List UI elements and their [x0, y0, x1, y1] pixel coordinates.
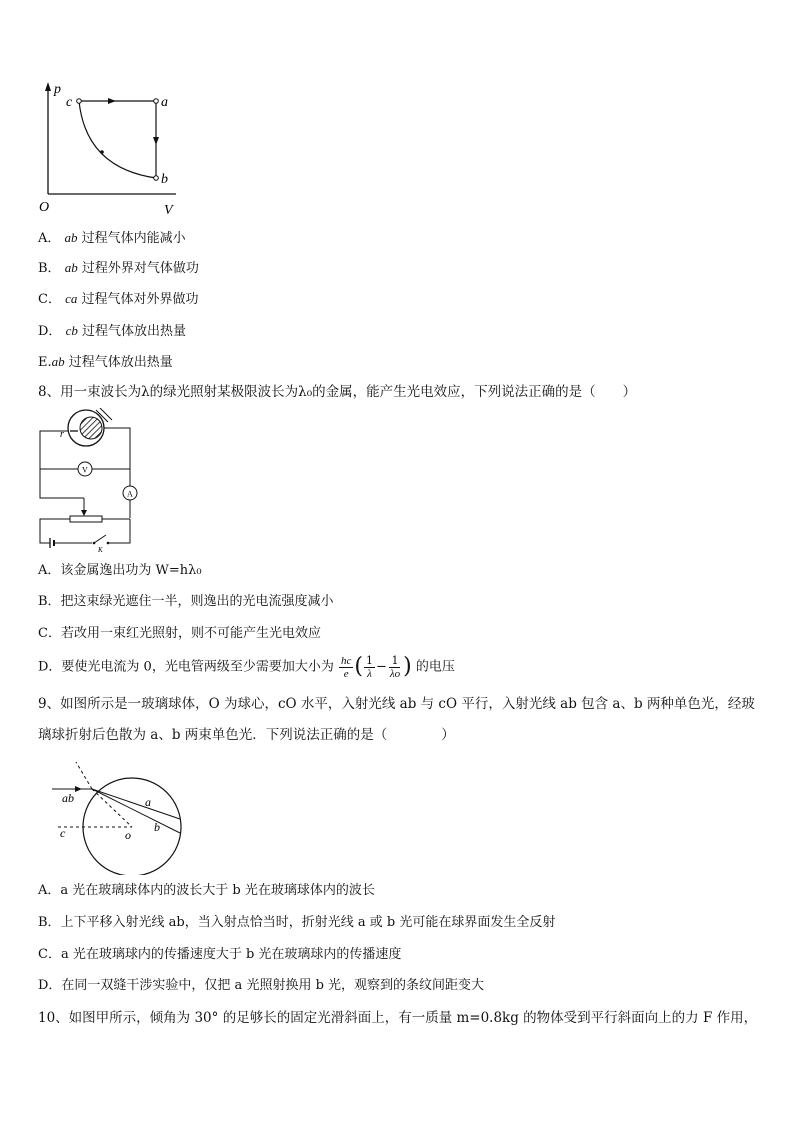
q9-option-a: A．a 光在玻璃球体内的波长大于 b 光在玻璃球体内的波长	[38, 883, 375, 898]
hc-over-e-fraction: $\frac{hc}{e}$	[340, 654, 352, 680]
ammeter-label: A	[127, 489, 133, 499]
q8-option-d: D．要使光电流为 0，光电管两级至少需要加大小为 $\frac{hc}{e}$ ( $\frac{1}{\lambda}$ − $\frac{1}{\lambda o}$ ) 的电压	[38, 653, 455, 680]
q8-option-a: A．该金属逸出功为 W=hλ₀	[38, 563, 202, 578]
center-o-label: o	[125, 828, 131, 842]
ray-ab-label: ab	[62, 791, 74, 805]
q9-option-c: C．a 光在玻璃球内的传播速度大于 b 光在玻璃球内的传播速度	[38, 947, 402, 962]
point-c-label: c	[60, 826, 66, 840]
q9-option-b: B．上下平移入射光线 ab，当入射点恰当时，折射光线 a 或 b 光可能在球界面发生全反射	[38, 915, 556, 930]
q8-option-c: C．若改用一束红光照射，则不可能产生光电效应	[38, 626, 321, 641]
pv-graph	[34, 80, 184, 220]
ray-b-label: b	[154, 820, 160, 834]
q8-option-b: B．把这束绿光遮住一半，则逸出的光电流强度减小	[38, 594, 334, 609]
switch-label: K	[98, 546, 103, 553]
q10-stem: 10、如图甲所示，倾角为 30° 的足够长的固定光滑斜面上，有一质量 m=0.8kg 的物体受到平行斜面向上的力 F 作用，	[38, 1010, 758, 1026]
photoelectric-circuit	[34, 408, 144, 553]
one-over-lambda0-fraction: $\frac{1}{\lambda o}$	[389, 653, 401, 680]
ray-a-label: a	[145, 795, 151, 809]
q9-stem-line2: 璃球折射后色散为 a、b 两束单色光．下列说法正确的是（ ）	[38, 727, 455, 743]
v-axis-label: V	[164, 203, 173, 218]
point-a-label: a	[161, 95, 168, 110]
p-axis-label: p	[54, 82, 61, 97]
point-b-label: b	[161, 172, 168, 187]
q7-option-a: A． ab 过程气体内能减小	[38, 230, 186, 246]
voltmeter-label: V	[82, 465, 88, 475]
point-c-label: c	[66, 95, 73, 110]
q7-option-d: D． cb 过程气体放出热量	[38, 323, 187, 339]
origin-label: O	[39, 200, 50, 215]
cathode-r-label: r	[60, 429, 64, 440]
q9-option-d: D．在同一双缝干涉实验中，仅把 a 光照射换用 b 光，观察到的条纹间距变大	[38, 978, 485, 993]
q7-option-c: C． ca 过程气体对外界做功	[38, 291, 199, 307]
one-over-lambda-fraction: $\frac{1}{\lambda}$	[365, 653, 373, 680]
glass-sphere-diagram	[50, 760, 200, 875]
q7-option-b: B． ab 过程外界对气体做功	[38, 260, 199, 276]
q9-stem-line1: 9、如图所示是一玻璃球体，O 为球心，cO 水平，入射光线 ab 与 cO 平行，入射光线 ab 包含 a、b 两种单色光，经玻	[38, 696, 755, 712]
q7-option-e: E.ab 过程气体放出热量	[38, 354, 173, 370]
q8-stem: 8、用一束波长为λ的绿光照射某极限波长为λ₀的金属，能产生光电效应，下列说法正确的是（ ）	[38, 384, 637, 400]
